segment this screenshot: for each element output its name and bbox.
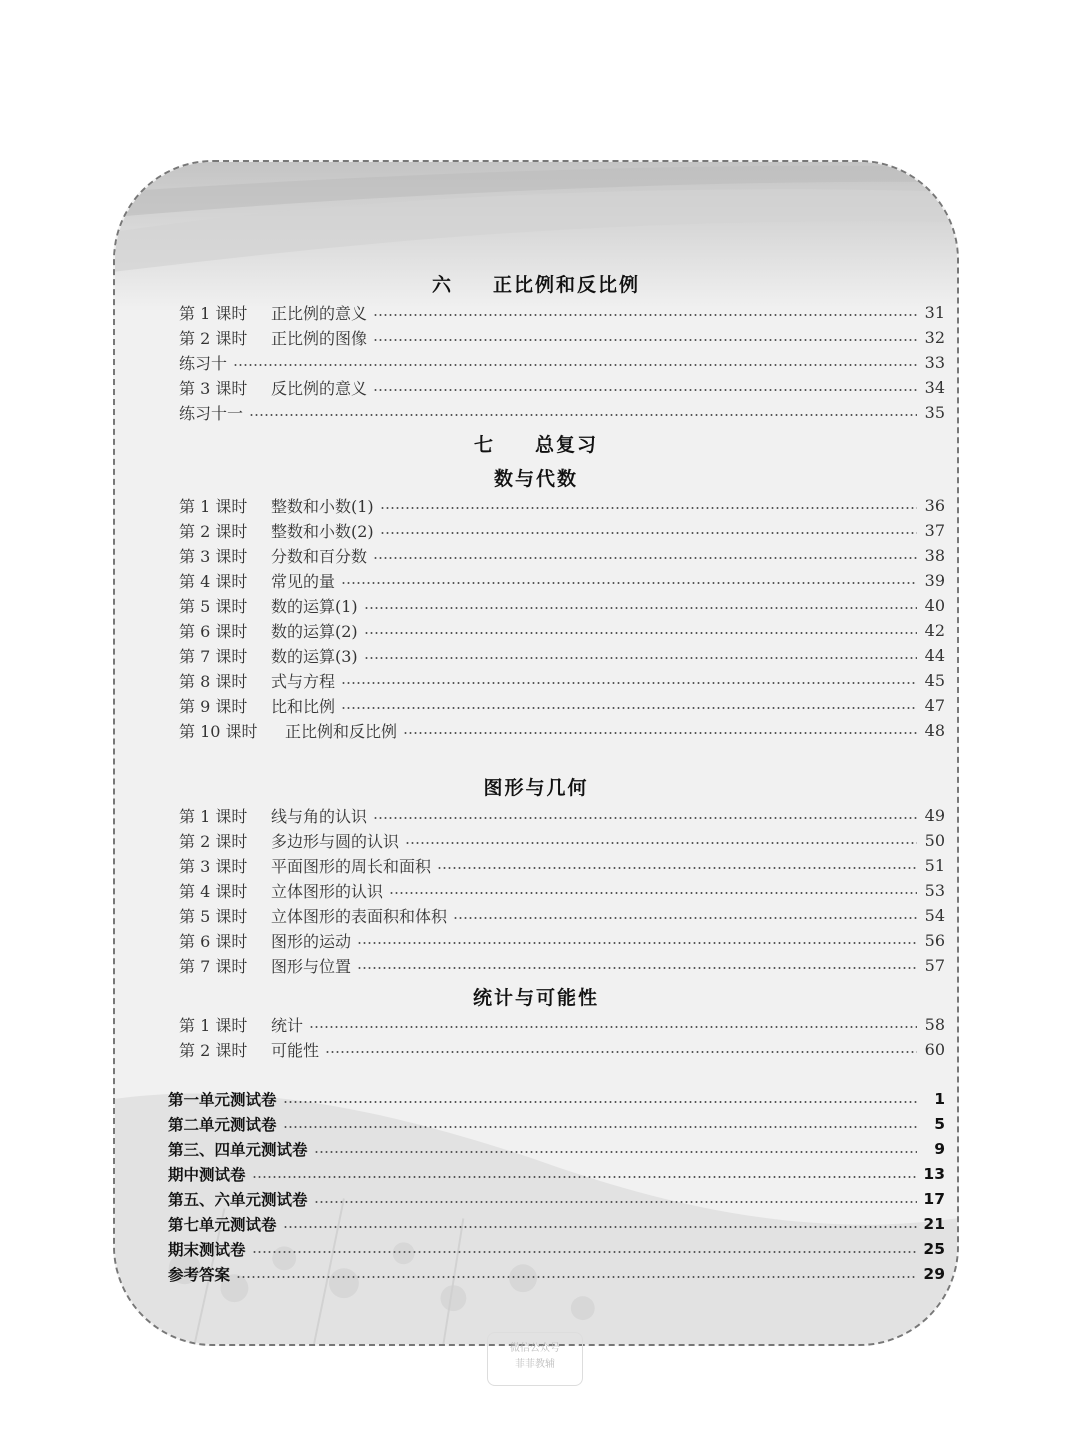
test-title: 第五、六单元测试卷 — [168, 1191, 308, 1209]
toc-entry[interactable] — [179, 618, 945, 642]
toc-entry[interactable] — [179, 953, 945, 977]
page-number: 39 — [924, 570, 945, 590]
test-title: 第一单元测试卷 — [168, 1091, 277, 1109]
lesson-title: 立体图形的表面积和体积 — [271, 906, 448, 926]
lesson-number: 第 7 课时 — [179, 646, 248, 666]
toc-entry[interactable] — [179, 693, 945, 717]
section-seven-number: 七 — [473, 434, 495, 456]
page-number: 54 — [924, 905, 945, 925]
toc-entry[interactable] — [179, 718, 945, 742]
lesson-title: 图形的运动 — [271, 931, 352, 951]
geometry-heading: 图形与几何 — [483, 777, 589, 799]
toc-entry[interactable] — [179, 400, 945, 424]
leader-dots — [364, 607, 917, 609]
toc-entry[interactable] — [179, 828, 945, 852]
lesson-title: 多边形与圆的认识 — [271, 831, 400, 851]
section-six-heading — [115, 270, 957, 297]
lesson-title: 式与方程 — [271, 671, 336, 691]
leader-dots — [380, 532, 917, 534]
page-number: 13 — [923, 1165, 945, 1183]
toc-entry[interactable] — [179, 568, 945, 592]
lesson-number: 第 2 课时 — [179, 521, 248, 541]
page-number: 38 — [924, 545, 945, 565]
lesson-number: 第 3 课时 — [179, 378, 248, 398]
lesson-number: 第 8 课时 — [179, 671, 248, 691]
leader-dots — [373, 557, 917, 559]
leader-dots — [252, 1251, 917, 1253]
leader-dots — [309, 1026, 917, 1028]
page-number: 57 — [924, 955, 945, 975]
leader-dots — [373, 339, 917, 341]
page-number: 58 — [924, 1014, 945, 1034]
watermark — [487, 1332, 583, 1386]
exercise-title: 练习十 — [179, 353, 228, 373]
lesson-title: 平面图形的周长和面积 — [271, 856, 432, 876]
lesson-title: 反比例的意义 — [271, 378, 368, 398]
leader-dots — [357, 942, 917, 944]
page-number: 25 — [923, 1240, 945, 1258]
toc-entry[interactable] — [179, 543, 945, 567]
lesson-number: 第 1 课时 — [179, 1015, 248, 1035]
leader-dots — [437, 867, 917, 869]
toc-frame — [113, 160, 959, 1346]
page-number: 51 — [924, 855, 945, 875]
toc-entry[interactable] — [179, 493, 945, 517]
toc-entry[interactable] — [179, 803, 945, 827]
page-number: 44 — [924, 645, 945, 665]
toc-entry[interactable] — [179, 325, 945, 349]
leader-dots — [380, 507, 917, 509]
page-number: 47 — [924, 695, 945, 715]
watermark-line-2: 菲菲教辅 — [515, 1359, 555, 1370]
lesson-title: 数的运算(1) — [271, 596, 358, 616]
lesson-number: 第 2 课时 — [179, 328, 248, 348]
test-entry[interactable] — [168, 1187, 945, 1211]
section-seven-heading — [115, 430, 957, 457]
leader-dots — [341, 582, 917, 584]
page-number: 40 — [924, 595, 945, 615]
page-number: 53 — [924, 880, 945, 900]
lesson-number: 第 6 课时 — [179, 621, 248, 641]
test-title: 第七单元测试卷 — [168, 1216, 277, 1234]
test-title: 第三、四单元测试卷 — [168, 1141, 308, 1159]
lesson-number: 第 2 课时 — [179, 831, 248, 851]
lesson-number: 第 4 课时 — [179, 881, 248, 901]
lesson-title: 线与角的认识 — [271, 806, 368, 826]
lesson-number: 第 10 课时 — [179, 721, 258, 741]
toc-entry[interactable] — [179, 593, 945, 617]
leader-dots — [233, 364, 917, 366]
leader-dots — [325, 1051, 917, 1053]
lesson-number: 第 1 课时 — [179, 496, 248, 516]
test-entry[interactable] — [168, 1212, 945, 1236]
statistics-heading: 统计与可能性 — [472, 987, 599, 1009]
test-entry[interactable] — [168, 1262, 945, 1286]
lesson-number: 第 5 课时 — [179, 596, 248, 616]
lesson-title: 正比例的意义 — [271, 303, 368, 323]
toc-entry[interactable] — [179, 903, 945, 927]
leader-dots — [373, 817, 917, 819]
lesson-number: 第 5 课时 — [179, 906, 248, 926]
test-entry[interactable] — [168, 1087, 945, 1111]
section-six-number: 六 — [431, 274, 453, 296]
page-number: 32 — [924, 327, 945, 347]
page-number: 36 — [924, 495, 945, 515]
test-entry[interactable] — [168, 1112, 945, 1136]
toc-entry[interactable] — [179, 928, 945, 952]
leader-dots — [357, 967, 917, 969]
section-seven-title: 总复习 — [535, 434, 599, 456]
lesson-number: 第 3 课时 — [179, 856, 248, 876]
page-number: 31 — [924, 302, 945, 322]
leader-dots — [314, 1201, 917, 1203]
lesson-number: 第 6 课时 — [179, 931, 248, 951]
toc-entry[interactable] — [179, 518, 945, 542]
page-number: 35 — [924, 402, 945, 422]
page-number: 42 — [924, 620, 945, 640]
leader-dots — [373, 314, 917, 316]
section-six-title: 正比例和反比例 — [493, 274, 641, 296]
lesson-title: 正比例的图像 — [271, 328, 368, 348]
test-title: 参考答案 — [168, 1266, 231, 1284]
watermark-line-1: 微信公众号 — [510, 1343, 560, 1354]
page-number: 17 — [923, 1190, 945, 1208]
page-number: 21 — [923, 1215, 945, 1233]
lesson-title: 常见的量 — [271, 571, 336, 591]
page-number: 9 — [934, 1140, 945, 1158]
lesson-title: 正比例和反比例 — [285, 721, 398, 741]
lesson-title: 可能性 — [271, 1040, 320, 1060]
lesson-number: 第 1 课时 — [179, 806, 248, 826]
test-title: 第二单元测试卷 — [168, 1116, 277, 1134]
numbers-heading: 数与代数 — [493, 468, 578, 490]
toc-entry[interactable] — [179, 668, 945, 692]
leader-dots — [249, 414, 917, 416]
toc-entry[interactable] — [179, 300, 945, 324]
leader-dots — [283, 1101, 917, 1103]
lesson-number: 第 4 课时 — [179, 571, 248, 591]
test-entry[interactable] — [168, 1162, 945, 1186]
test-entry[interactable] — [168, 1137, 945, 1161]
lesson-title: 立体图形的认识 — [271, 881, 384, 901]
lesson-number: 第 7 课时 — [179, 956, 248, 976]
leader-dots — [389, 892, 917, 894]
toc-entry[interactable] — [179, 878, 945, 902]
lesson-number: 第 2 课时 — [179, 1040, 248, 1060]
page-number: 33 — [924, 352, 945, 372]
page-number: 50 — [924, 830, 945, 850]
page-number: 56 — [924, 930, 945, 950]
lesson-title: 数的运算(3) — [271, 646, 358, 666]
lesson-title: 整数和小数(1) — [271, 496, 374, 516]
leader-dots — [364, 657, 917, 659]
leader-dots — [341, 682, 917, 684]
leader-dots — [405, 842, 917, 844]
leader-dots — [373, 389, 917, 391]
toc-entry[interactable] — [179, 375, 945, 399]
lesson-title: 分数和百分数 — [271, 546, 368, 566]
lesson-number: 第 3 课时 — [179, 546, 248, 566]
page-number: 34 — [924, 377, 945, 397]
leader-dots — [364, 632, 917, 634]
toc-entry[interactable] — [179, 643, 945, 667]
toc-entry[interactable] — [179, 853, 945, 877]
leader-dots — [283, 1126, 917, 1128]
leader-dots — [236, 1276, 917, 1278]
lesson-title: 统计 — [271, 1015, 304, 1035]
lesson-title: 比和比例 — [271, 696, 336, 716]
leader-dots — [453, 917, 917, 919]
page-number: 60 — [924, 1039, 945, 1059]
page-number: 5 — [934, 1115, 945, 1133]
lesson-title: 数的运算(2) — [271, 621, 358, 641]
test-title: 期末测试卷 — [168, 1241, 246, 1259]
leader-dots — [341, 707, 917, 709]
leader-dots — [403, 732, 917, 734]
test-entry[interactable] — [168, 1237, 945, 1261]
page-number: 37 — [924, 520, 945, 540]
exercise-title: 练习十一 — [179, 403, 244, 423]
page-number: 1 — [934, 1090, 945, 1108]
toc-entry[interactable] — [179, 1012, 945, 1036]
lesson-number: 第 9 课时 — [179, 696, 248, 716]
lesson-title: 图形与位置 — [271, 956, 352, 976]
leader-dots — [283, 1226, 917, 1228]
test-title: 期中测试卷 — [168, 1166, 246, 1184]
lesson-title: 整数和小数(2) — [271, 521, 374, 541]
toc-entry[interactable] — [179, 1037, 945, 1061]
lesson-number: 第 1 课时 — [179, 303, 248, 323]
page-number: 48 — [924, 720, 945, 740]
leader-dots — [252, 1176, 917, 1178]
page-number: 49 — [924, 805, 945, 825]
page-number: 45 — [924, 670, 945, 690]
toc-entry[interactable] — [179, 350, 945, 374]
page-number: 29 — [923, 1265, 945, 1283]
leader-dots — [314, 1151, 917, 1153]
